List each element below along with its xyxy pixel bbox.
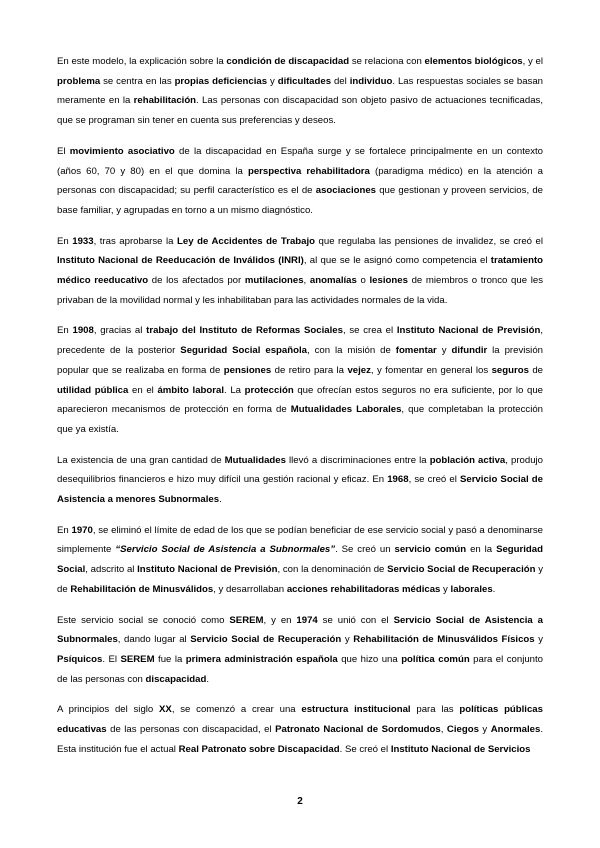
paragraph [57,52,543,131]
bold-term: Servicio Social de Asistencia a Subnormales [57,614,543,646]
bold-term: individuo [349,75,393,87]
bold-term: “Servicio Social de Asistencia a Subnormales” [115,544,336,556]
text-run: y [436,345,452,357]
text-run: fue la [154,653,186,665]
paragraph [57,700,543,759]
text-run: o [356,275,370,287]
text-run: , [440,724,447,736]
bold-term: asociaciones [315,185,376,197]
text-run: que ofrecían estos seguros no era suficiente, por lo que aparecieron mecanismos de protección en forma de [57,384,543,416]
text-run: En [57,524,72,536]
text-run: , [303,275,310,287]
bold-term: Servicio Social de Asistencia a menores Subnormales [57,474,543,506]
paragraph [57,232,543,311]
bold-term: anomalías [309,275,357,287]
bold-term: SEREM [120,653,155,665]
bold-term: Instituto Nacional de Servicios [390,743,531,755]
bold-term: dificultades [277,75,332,87]
text-run: Este servicio social se conoció como [57,614,230,626]
bold-term: Ciegos [446,724,479,736]
bold-term: movimiento asociativo [69,145,175,157]
paragraph [57,321,543,439]
bold-term: rehabilitación [133,95,197,107]
bold-term: Mutualidades Laborales [290,404,402,416]
bold-term: 1970 [71,524,93,536]
bold-term: acciones rehabilitadoras médicas [286,583,441,595]
bold-term: Anormales [490,724,541,736]
bold-term: ámbito laboral [157,384,224,396]
bold-term: administración española [224,653,338,665]
text-run: de la discapacidad en España surge y se fortalece principalmente en un contexto (años 60, 70 y 80) en el que domina la [57,145,543,177]
text-run: En este modelo, la explicación sobre la [57,56,227,67]
bold-term: estructura institucional [301,704,411,716]
text-run: . Las respuestas sociales se basan meramente en la [57,75,543,107]
bold-term: Rehabilitación de Minusválidos [70,583,214,595]
text-run: , se creó el [408,474,460,486]
bold-term: tratamiento médico reeducativo [57,255,544,287]
text-run: se centra en las [100,75,175,87]
bold-term: Rehabilitación de Minusválidos Físicos [353,634,535,646]
text-run: . El [102,653,121,665]
text-run: , tras aprobarse la [93,235,178,247]
bold-term: SEREM [229,614,264,626]
paragraph [57,451,543,510]
text-run: y [534,634,544,646]
bold-term: 1974 [296,614,318,626]
text-run: se unió con el [317,614,394,626]
bold-term: XX [159,704,172,716]
text-run: , se comenzó a crear una [171,704,302,716]
bold-term: propias deficiencias [174,75,268,87]
text-run: y [267,75,278,87]
bold-term: problema [57,75,101,87]
bold-term: fomentar [395,345,437,357]
bold-term: discapacidad [145,673,207,685]
text-run: , y desarrollaban [213,583,287,595]
bold-term: elementos biológicos [424,56,523,67]
text-run: que gestionan y proveen servicios, de base familiar, y agrupadas en torno a un mismo diagnóstico. [57,185,543,216]
bold-term: pensiones [223,364,272,376]
bold-term: Real Patronato sobre Discapacidad [178,743,340,755]
bold-term: vejez [347,364,371,376]
bold-term: mutilaciones [244,275,304,287]
text-run: de retiro para la [271,364,348,376]
text-run: , y el [522,56,543,67]
paragraph [57,142,543,221]
text-run: En [57,235,73,247]
text-run: La existencia de una gran cantidad de [57,454,225,466]
bold-term: Mutualidades [224,454,286,466]
bold-term: perspectiva rehabilitadora [247,165,370,177]
text-run: y [478,724,491,736]
bold-term: 1968 [387,474,409,486]
text-run: de [528,364,543,376]
bold-term: trabajo del Instituto de Reformas Sociales [146,325,343,337]
text-run: A principios del siglo [57,704,160,716]
text-run: del [331,75,350,87]
text-run: , se crea el [342,325,397,337]
bold-term: servicio común [394,544,467,556]
text-run: . La [224,384,245,396]
bold-term: 1908 [72,325,94,337]
text-run: para el conjunto de las personas con [57,653,544,685]
text-run: En [57,325,73,337]
text-run: llevó a discriminaciones entre la [285,454,430,466]
bold-term: Seguridad Social [57,544,543,576]
bold-term: seguros [491,364,529,376]
text-run: . Se creó un [335,544,395,556]
text-run: , dando lugar al [117,634,191,646]
bold-term: población activa [429,454,506,466]
text-run: de las personas con discapacidad, el [106,724,276,736]
text-run: , al que se le asignó como competencia el [303,255,491,267]
text-run: , produjo desequilibrios financieros e hizo muy difícil una gestión racional y eficaz. En [57,454,544,486]
bold-term: Seguridad Social española [180,345,307,357]
text-run: , adscrito al [85,564,138,576]
bold-term: difundir [451,345,488,357]
text-run: El [57,145,70,157]
text-run: la previsión popular que se realizaba en forma de [57,345,543,376]
bold-term: Instituto Nacional de Reeducación de Inválidos (INRI) [57,255,304,267]
bold-term: Instituto Nacional de Previsión [137,564,278,576]
text-run: de los afectados por [148,275,245,287]
document-body [57,52,543,771]
paragraph [57,611,543,690]
text-run: . [219,494,222,506]
bold-term: Servicio Social de Recuperación [387,564,536,576]
bold-term: Instituto Nacional de Previsión [396,325,541,337]
text-run: , con la denominación de [277,564,388,576]
text-run: , precedente de la posterior [57,325,543,357]
bold-term: política común [401,653,470,665]
text-run: . Las personas con discapacidad son objeto pasivo de actuaciones tecnificadas, que se programan sin tener en cuenta sus preferencias y deseos. [57,95,544,127]
bold-term: condición de discapacidad [226,56,350,67]
bold-term: 1933 [72,235,94,247]
text-run: , gracias al [93,325,147,337]
text-run: que regulaba las pensiones de invalidez, se creó el [315,235,543,247]
text-run: (paradigma médico) en la atención a personas con discapacidad; su perfil característico es el de [57,165,544,197]
text-run: y [341,634,354,646]
paragraph [57,521,543,600]
text-run: . [206,673,210,685]
text-run: , con la misión de [306,345,396,357]
bold-term: primera [185,653,221,665]
bold-term: políticas públicas educativas [57,704,543,736]
bold-term: Ley de Accidentes de Trabajo [177,235,315,247]
bold-term: utilidad pública [57,384,129,396]
bold-term: Psíquicos [57,653,103,665]
text-run: , y fomentar en general los [370,364,492,376]
text-run: , se eliminó el límite de edad de los que se podían beneficiar de ese servicio social y pasó a denominarse simplemente [57,524,543,556]
text-run: en el [128,384,158,396]
text-run: . [492,583,496,595]
text-run: , que completaban la protección que ya existía. [57,404,543,435]
bold-term: protección [244,384,294,396]
text-run: . Esta institución fue el actual [57,724,543,755]
text-run: para las [410,704,460,716]
text-run: de miembros o tronco que les privaban de la movilidad normal y les inhabilitaban para las actividades normales de la vida. [57,275,544,306]
bold-term: lesiones [369,275,408,287]
text-run: y de [57,564,543,595]
text-run: se relaciona con [349,56,425,67]
text-run: y [440,583,451,595]
bold-term: Patronato Nacional de Sordomudos [275,724,441,736]
bold-term: laborales [450,583,493,595]
bold-term: Servicio Social de Recuperación [190,634,342,646]
text-run: en la [466,544,497,556]
text-run: que hizo una [337,653,402,665]
page-number: 2 [297,796,303,807]
text-run: , y en [263,614,297,626]
text-run: . Se creó el [339,743,391,755]
